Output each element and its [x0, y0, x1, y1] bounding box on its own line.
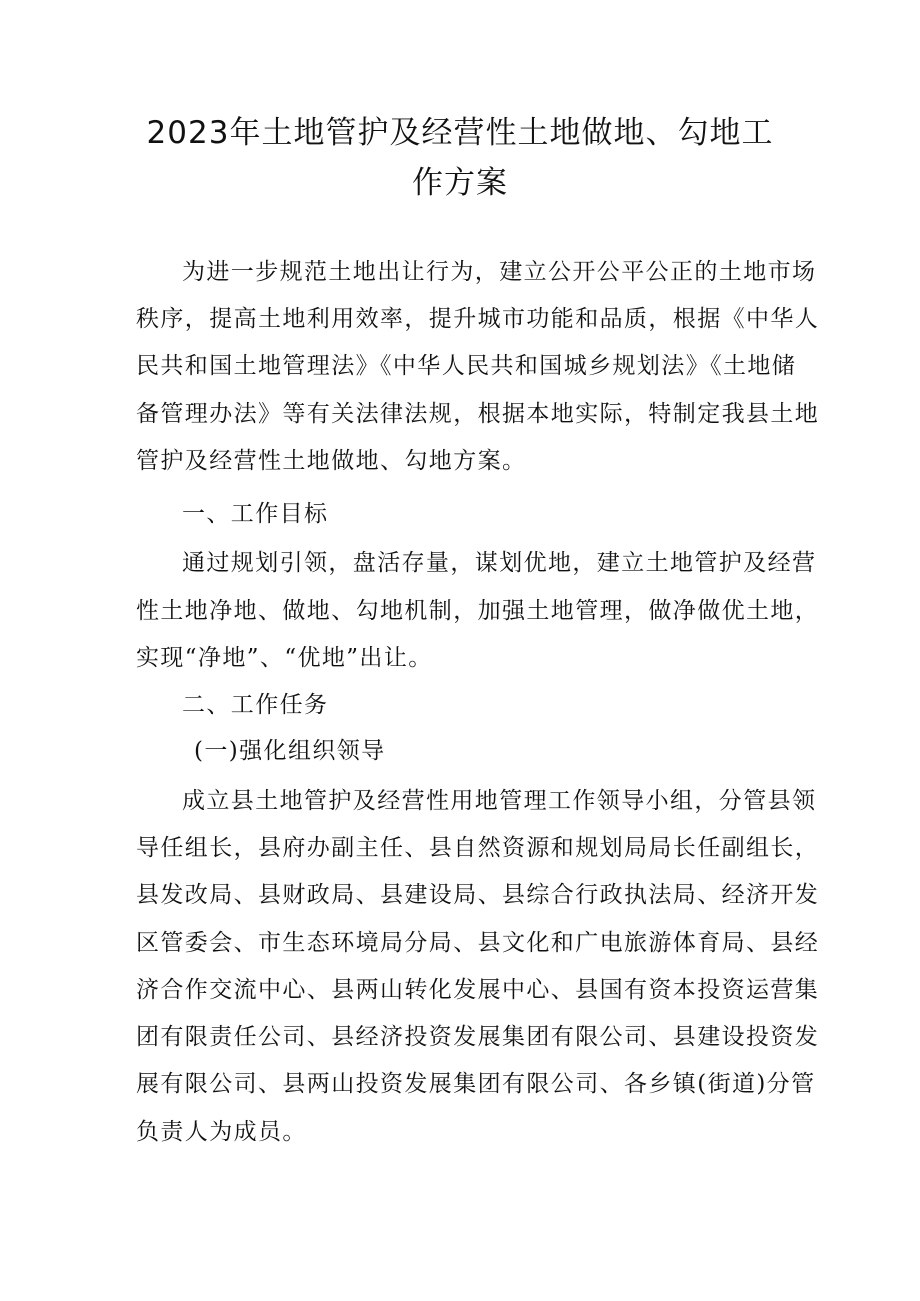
subsection-1-line-2: 导任组长，县府办副主任、县自然资源和规划局局长任副组长， [136, 835, 820, 861]
title-line-1: 2023年土地管护及经营性土地做地、勾地工 [146, 115, 774, 151]
subsection-1-line-5: 济合作交流中心、县两山转化发展中心、县国有资本投资运营集 [136, 977, 820, 1003]
section-1-line-2: 性土地净地、做地、勾地机制，加强土地管理，做净做优土地， [136, 598, 820, 624]
subsection-1-line-7: 展有限公司、县两山投资发展集团有限公司、各乡镇(街道)分管 [136, 1071, 816, 1097]
section-1-line-1: 通过规划引领，盘活存量，谋划优地，建立土地管护及经营 [182, 550, 817, 576]
subsection-1-line-1: 成立县土地管护及经营性用地管理工作领导小组，分管县领 [182, 788, 817, 814]
section-1-line-3: 实现“净地”、“优地”出让。 [136, 645, 433, 671]
subsection-1-heading: (一)强化组织领导 [194, 738, 386, 764]
subsection-1-line-8: 负责人为成员。 [136, 1119, 307, 1145]
subsection-1-line-3: 县发改局、县财政局、县建设局、县综合行政执法局、经济开发 [136, 882, 820, 908]
title-line-2: 作方案 [412, 165, 508, 201]
document-title [120, 108, 800, 208]
intro-line-3: 民共和国土地管理法》《中华人民共和国城乡规划法》《土地储 [136, 353, 797, 379]
section-2-heading: 二、工作任务 [182, 692, 329, 718]
subsection-1-line-4: 区管委会、市生态环境局分局、县文化和广电旅游体育局、县经 [136, 930, 820, 956]
intro-line-4: 备管理办法》等有关法律法规，根据本地实际，特制定我县土地 [136, 401, 820, 427]
intro-line-5: 管护及经营性土地做地、勾地方案。 [136, 448, 527, 474]
subsection-1-line-6: 团有限责任公司、县经济投资发展集团有限公司、县建设投资发 [136, 1024, 820, 1050]
section-1-heading: 一、工作目标 [182, 501, 329, 527]
intro-line-1: 为进一步规范土地出让行为，建立公开公平公正的土地市场 [182, 259, 817, 285]
intro-line-2: 秩序，提高土地利用效率，提升城市功能和品质，根据《中华人 [136, 306, 820, 332]
